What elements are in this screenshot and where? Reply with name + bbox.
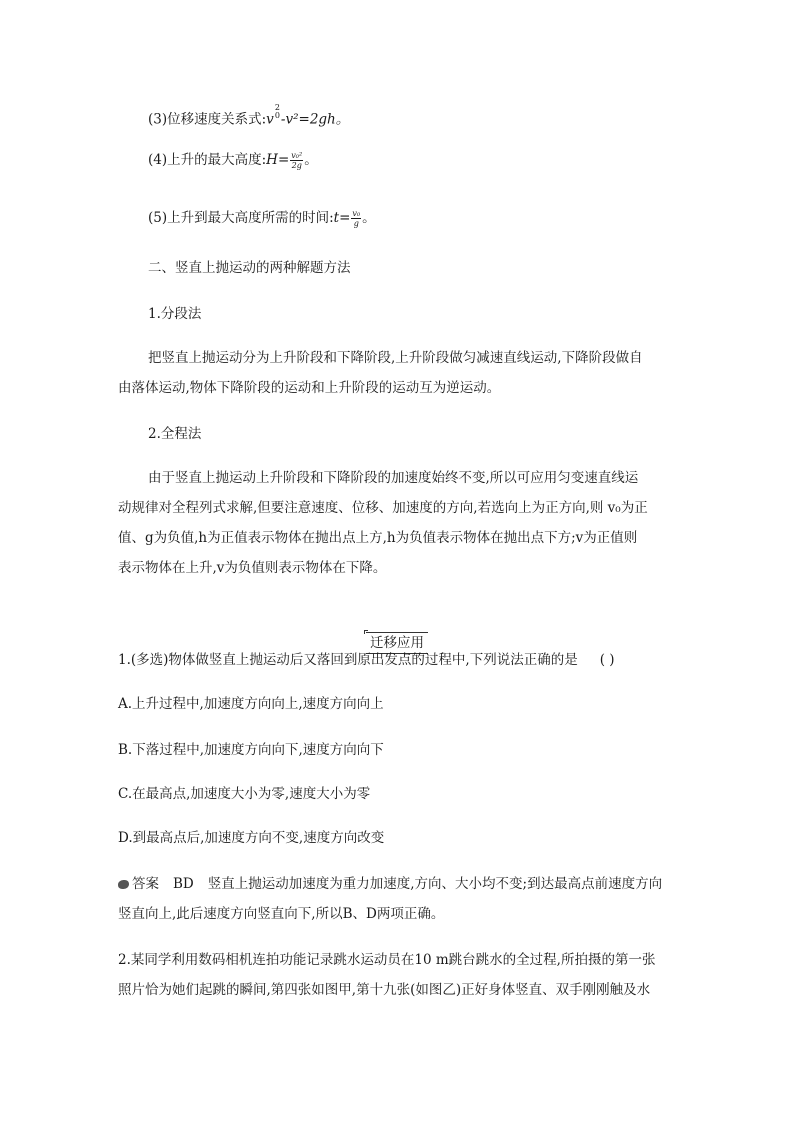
- formula-4-numerator: v₀²: [291, 151, 303, 160]
- method-2-paragraph-line-1: 由于竖直上抛运动上升阶段和下降阶段的加速度始终不变,所以可应用匀变速直线运: [148, 470, 639, 486]
- question-1-answer-blank: ( ): [599, 652, 615, 668]
- question-1-answer: [118, 874, 662, 894]
- formula-3: [148, 104, 349, 130]
- question-2-line-2: 照片恰为她们起跳的瞬间,第四张如图甲,第十九张(如图乙)正好身体竖直、双手刚刚触及水: [118, 982, 651, 998]
- answer-icon: [118, 880, 129, 889]
- question-1-stem-text: 1.(多选)物体做竖直上抛运动后又落回到原出发点的过程中,下列说法正确的是: [118, 652, 578, 668]
- formula-5-fraction: [351, 209, 361, 228]
- formula-4-label: (4)上升的最大高度:: [148, 152, 267, 168]
- answer-label: 答案: [132, 876, 159, 892]
- formula-4-lhs: H=: [266, 152, 290, 168]
- formula-4-denominator: 2g: [291, 161, 302, 170]
- question-1-stem: [118, 650, 615, 670]
- method-1-title: 1.分段法: [148, 306, 202, 322]
- formula-5-numerator: v₀: [352, 209, 361, 218]
- formula-4-end: 。: [304, 152, 318, 168]
- question-2-line-1: 2.某同学利用数码相机连拍功能记录跳水运动员在10 m跳台跳水的全过程,所拍摄的第一张: [118, 952, 656, 968]
- formula-3-rest: -v²=2gh。: [280, 111, 350, 128]
- method-2-paragraph-line-2: 动规律对全程列式求解,但要注意速度、位移、加速度的方向,若选向上为正方向,则 v₀为正: [118, 500, 648, 516]
- formula-5: [148, 208, 376, 228]
- answer-explanation-line-2: 竖直向上,此后速度方向竖直向下,所以B、D两项正确。: [118, 906, 445, 922]
- answer-value: BD: [173, 876, 194, 892]
- answer-explanation-line-1: 竖直上抛运动加速度为重力加速度,方向、大小均不变;到达最高点前速度方向: [207, 876, 663, 892]
- section-heading: 二、竖直上抛运动的两种解题方法: [148, 260, 351, 276]
- formula-5-label: (5)上升到最大高度所需的时间:: [148, 210, 334, 226]
- formula-5-end: 。: [362, 210, 376, 226]
- formula-5-lhs: t=: [333, 210, 351, 226]
- formula-3-v0: v: [266, 111, 274, 128]
- question-1-option-d: D.到最高点后,加速度方向不变,速度方向改变: [118, 830, 385, 846]
- question-1-option-b: B.下落过程中,加速度方向向下,速度方向向下: [118, 742, 384, 758]
- formula-4: [148, 150, 318, 170]
- formula-5-denominator: g: [353, 219, 359, 228]
- formula-3-label: (3)位移速度关系式:: [148, 111, 267, 128]
- formula-4-fraction: [290, 151, 303, 170]
- question-1-option-c: C.在最高点,加速度大小为零,速度大小为零: [118, 786, 371, 802]
- formula-3-sup: 2 0: [274, 103, 280, 120]
- method-2-paragraph-line-4: 表示物体在上升,v为负值则表示物体在下降。: [118, 560, 387, 576]
- method-1-paragraph-line-2: 由落体运动,物体下降阶段的运动和上升阶段的运动互为逆运动。: [118, 380, 501, 396]
- method-2-title: 2.全程法: [148, 426, 202, 442]
- method-1-paragraph-line-1: 把竖直上抛运动分为上升阶段和下降阶段,上升阶段做匀减速直线运动,下降阶段做自: [148, 350, 643, 366]
- practice-section-label: 迁移应用: [366, 632, 428, 654]
- method-2-paragraph-line-3: 值、g为负值,h为正值表示物体在抛出点上方,h为负值表示物体在抛出点下方;v为正值则: [118, 530, 638, 546]
- question-1-option-a: A.上升过程中,加速度方向向上,速度方向向上: [118, 696, 384, 712]
